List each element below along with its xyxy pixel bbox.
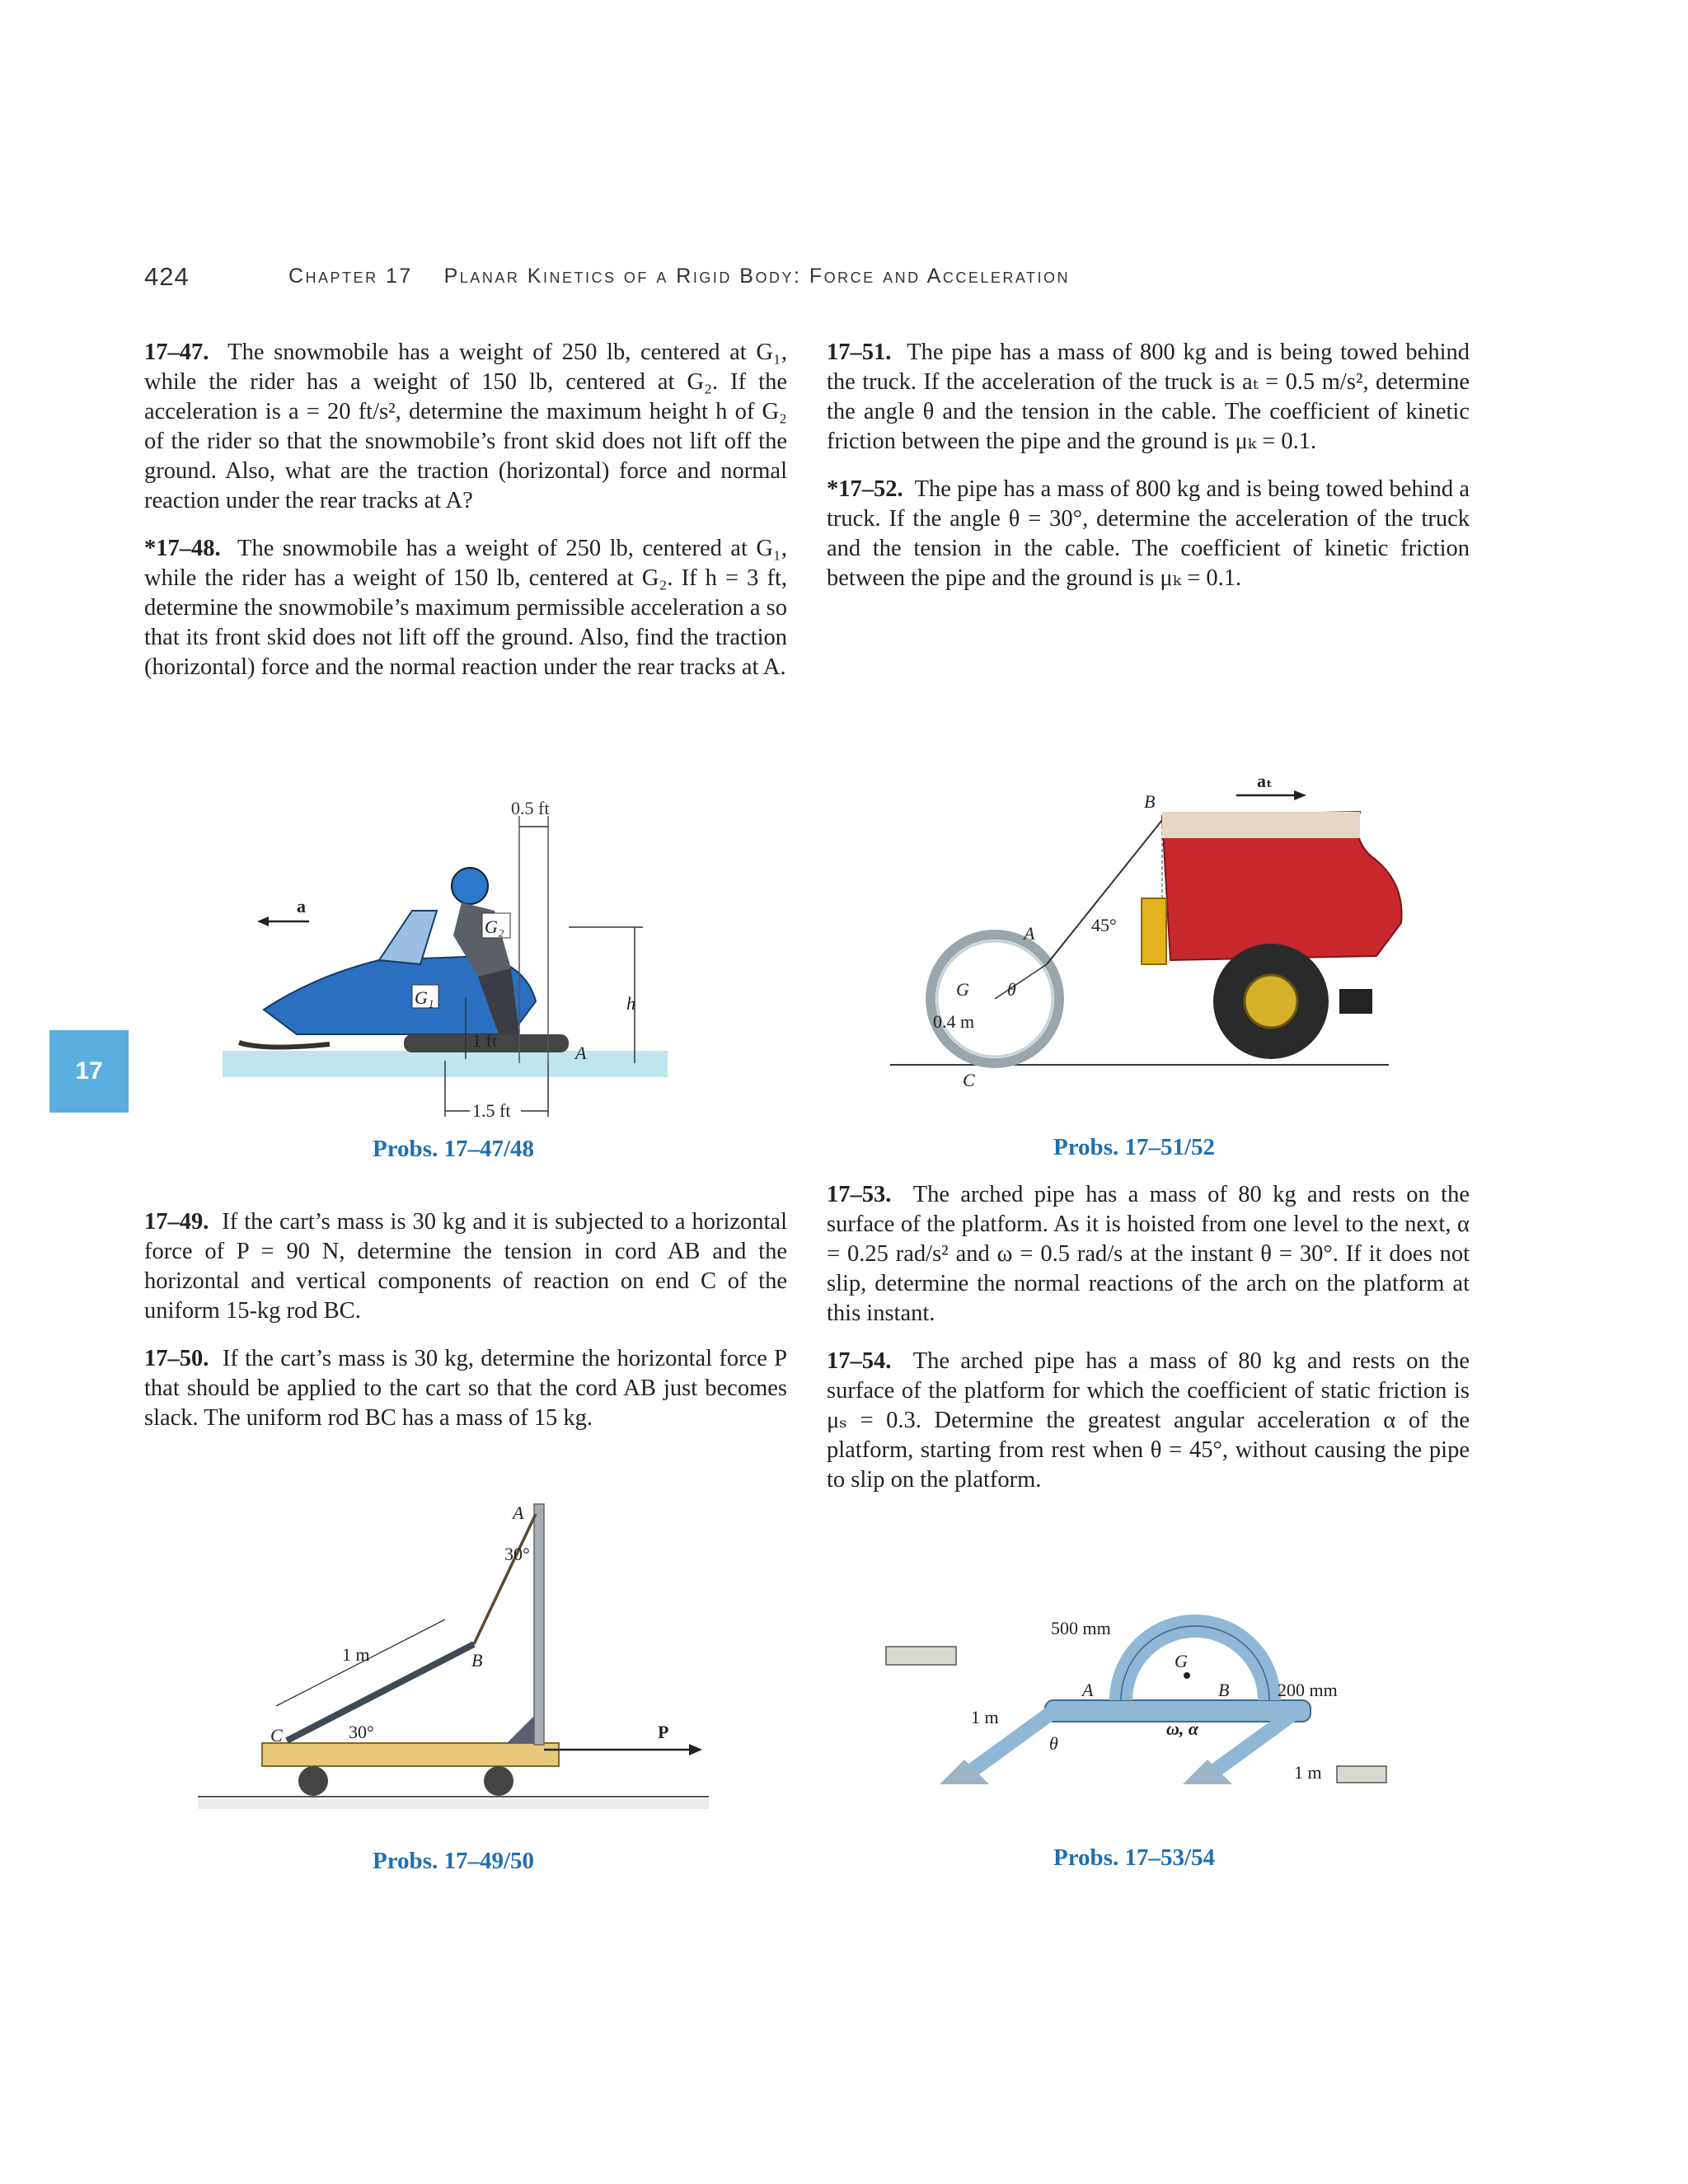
truck-figure — [890, 766, 1418, 1104]
dim-1ft: 1 ft — [472, 1030, 497, 1051]
dim-500mm: 500 mm — [1051, 1618, 1111, 1638]
front-skid — [239, 1043, 330, 1047]
force-p: P — [658, 1722, 669, 1742]
caption-17-51-52: Probs. 17–51/52 — [1053, 1134, 1216, 1160]
truck-bed — [1162, 812, 1360, 838]
g1-label: G₁ — [415, 987, 434, 1008]
h-label: h — [626, 993, 635, 1014]
dim-1-5ft: 1.5 ft — [472, 1100, 511, 1117]
caption-17-53-54: Probs. 17–53/54 — [1053, 1844, 1216, 1871]
dim-0-5ft: 0.5 ft — [511, 798, 550, 818]
chapter-title: Planar Kinetics of a Rigid Body: Force and Acceleration — [443, 265, 1071, 288]
caption-17-49-50: Probs. 17–49/50 — [373, 1848, 535, 1874]
radius-label: 0.4 m — [933, 1011, 975, 1032]
cart-wheel-left — [298, 1766, 328, 1796]
problem-17-54: 17–54. The arched pipe has a mass of 80 kg and rests on the surface of the platform for which the coefficient of static friction is μₛ = 0.3. Determine the greatest angular acceleration α of the platform, starting from rest when θ = 45°, without causing the pipe to slip on the platform. — [827, 1348, 1470, 1493]
problem-17-47: 17–47. The snowmobile has a weight of 250 lb, centered at G₁, while the rider has a weight of 150 lb, centered at G₂. If the acceleration is a = 20 ft/s², determine the maximum height h of G₂ of the rider so that the snowmobile’s front skid does not lift off the ground. Also, what are the traction (horizontal) force and normal reaction under the rear tracks at A? — [144, 340, 787, 513]
dim-200mm: 200 mm — [1278, 1680, 1338, 1700]
left-ledge — [886, 1647, 956, 1665]
rider-helmet — [452, 868, 488, 904]
dim-1m: 1 m — [342, 1644, 370, 1665]
problem-17-50: 17–50. If the cart’s mass is 30 kg, determine the horizontal force P that should be applied to the cart so that the cord AB just becomes slack. The uniform rod BC has a mass of 15 kg. — [144, 1346, 788, 1431]
arch-figure — [882, 1611, 1393, 1817]
problem-17-48: *17–48. The snowmobile has a weight of 250 lb, centered at G₁, while the rider has a weight of 150 lb, centered at G₂. If h = 3 ft, determine the snowmobile’s maximum permissible acceleration a so that its front skid does not lift off the ground. Also, find the traction (horizontal) force and the normal reaction under the rear tracks at A. — [144, 536, 787, 680]
right-ledge — [1337, 1766, 1386, 1783]
problem-17-49: 17–49. If the cart’s mass is 30 kg and it is subjected to a horizontal force of P = 90 N, determine the tension in cord AB and the horizontal and vertical components of reaction on end C of the uniform 15-kg rod BC. — [144, 1209, 788, 1324]
point-a: A — [513, 1502, 524, 1523]
problem-17-51: 17–51. The pipe has a mass of 800 kg and is being towed behind the truck. If the acceleration of the truck is aₜ = 0.5 m/s², determine the angle θ and the tension in the cable. The coefficient of kinetic friction between the pipe and the ground is μₖ = 0.1. — [827, 340, 1470, 454]
accel-label: a — [297, 896, 306, 916]
theta-label: θ — [1049, 1733, 1058, 1754]
arched-pipe — [1121, 1626, 1269, 1700]
dim-right-1m: 1 m — [1294, 1762, 1322, 1783]
rod-bc — [287, 1644, 474, 1741]
mast — [534, 1504, 544, 1745]
point-b: B — [1144, 791, 1156, 812]
page-number: 424 — [144, 262, 190, 291]
omega-alpha-label: ω, α — [1166, 1718, 1199, 1739]
point-a: A — [1082, 1680, 1094, 1700]
chapter-tab: 17 — [49, 1030, 129, 1113]
point-c: C — [270, 1725, 283, 1746]
point-b: B — [471, 1650, 483, 1671]
problem-17-52: *17–52. The pipe has a mass of 800 kg and is being towed behind a truck. If the angle θ = 30°, determine the acceleration of the truck and the tension in the cable. The coefficient of kinetic friction between the pipe and the ground is μₖ = 0.1. — [827, 476, 1470, 591]
running-header — [288, 265, 1070, 288]
cart-platform — [262, 1743, 559, 1766]
angle-30-bottom: 30° — [349, 1722, 374, 1742]
angle-45: 45° — [1091, 915, 1117, 935]
cart-figure — [198, 1496, 725, 1817]
point-c: C — [963, 1070, 975, 1090]
g-label: G — [956, 979, 969, 1000]
problems-left-bottom — [144, 1207, 787, 1451]
dim-left-1m: 1 m — [971, 1707, 999, 1727]
angle-30-top: 30° — [504, 1544, 530, 1564]
bumper — [1142, 898, 1166, 964]
caption-17-47-48: Probs. 17–47/48 — [373, 1136, 535, 1162]
problem-17-53: 17–53. The arched pipe has a mass of 80 kg and rests on the surface of the platform. As it is hoisted from one level to the next, α = 0.25 rad/s² and ω = 0.5 rad/s at the instant θ = 30°. If it does not slip, determine the normal reactions of the arch on the platform at this instant. — [827, 1182, 1470, 1326]
problems-right-bottom — [827, 1180, 1470, 1513]
problems-right-top — [827, 338, 1470, 612]
at-label: aₜ — [1257, 771, 1273, 791]
cart-wheel-right — [484, 1766, 513, 1796]
cord-ab — [474, 1514, 536, 1644]
chapter-label: Chapter 17 — [288, 265, 413, 288]
g-label: G — [1175, 1651, 1188, 1671]
snowmobile-figure — [214, 771, 692, 1117]
theta-label: θ — [1007, 979, 1016, 1000]
g2-label: G₂ — [485, 916, 504, 937]
point-b: B — [1218, 1680, 1230, 1700]
point-a: A — [1024, 923, 1035, 944]
problems-left-top — [144, 338, 787, 701]
windshield — [379, 911, 437, 964]
point-a: A — [575, 1043, 587, 1063]
